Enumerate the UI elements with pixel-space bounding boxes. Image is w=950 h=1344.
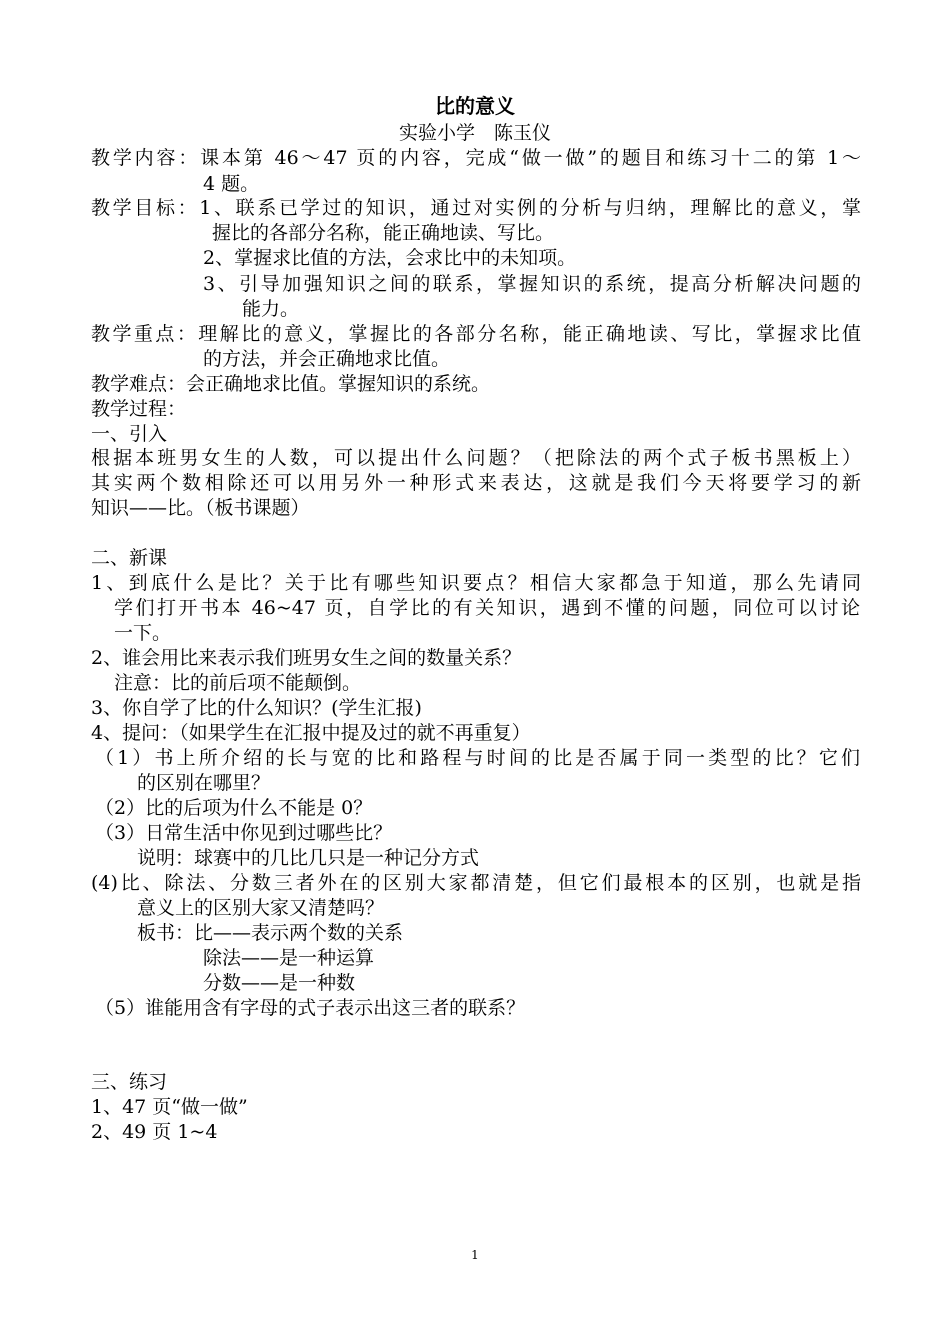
text-line: 教学内容：课本第 46～47 页的内容，完成“做一做”的题目和练习十二的第 1～ — [91, 147, 861, 169]
text-line: 的方法，并会正确地求比值。 — [203, 348, 451, 370]
section-heading: 三、练习 — [91, 1071, 168, 1093]
text-line: 学们打开书本 46~47 页，自学比的有关知识，遇到不懂的问题，同位可以讨论 — [114, 597, 860, 619]
text-line: 分数——是一种数 — [203, 972, 356, 994]
text-line: 握比的各部分名称，能正确地读、写比。 — [212, 222, 555, 244]
text-line: 意义上的区别大家又清楚吗？ — [137, 897, 385, 919]
text-line: 教学目标：1、联系已学过的知识，通过对实例的分析与归纳，理解比的意义，掌 — [91, 197, 861, 219]
text-line: 除法——是一种运算 — [203, 947, 375, 969]
text-line: 4 题。 — [203, 173, 260, 195]
text-line: 教学过程： — [91, 398, 187, 420]
text-line: (4)比、除法、分数三者外在的区别大家都清楚，但它们最根本的区别，也就是指 — [91, 872, 861, 894]
text-line: 板书：比——表示两个数的关系 — [137, 922, 404, 944]
text-line: （1）书上所介绍的长与宽的比和路程与时间的比是否属于同一类型的比？它们 — [95, 747, 860, 769]
text-line: 4、提问：（如果学生在汇报中提及过的就不再重复） — [91, 722, 531, 744]
section-heading: 一、引入 — [91, 423, 168, 445]
text-line: （2）比的后项为什么不能是 0？ — [95, 797, 373, 819]
text-line: 1、到底什么是比？关于比有哪些知识要点？相信大家都急于知道，那么先请同 — [91, 572, 861, 594]
text-line: 2、谁会用比来表示我们班男女生之间的数量关系？ — [91, 647, 522, 669]
text-line: 说明：球赛中的几比几只是一种记分方式 — [137, 847, 480, 869]
text-line: 2、掌握求比值的方法，会求比中的未知项。 — [203, 247, 577, 269]
page-number: 1 — [471, 1248, 479, 1262]
text-line: 能力。 — [242, 298, 300, 320]
text-line: 2、49 页 1~4 — [91, 1121, 218, 1143]
text-line: 根据本班男女生的人数，可以提出什么问题？（把除法的两个式子板书黑板上） — [91, 447, 861, 469]
text-line: 知识——比。（板书课题） — [91, 497, 310, 519]
text-line: 其实两个数相除还可以用另外一种形式来表达，这就是我们今天将要学习的新 — [91, 472, 861, 494]
text-line: 注意：比的前后项不能颠倒。 — [114, 672, 362, 694]
text-line: 3、引导加强知识之间的联系，掌握知识的系统，提高分析解决问题的 — [203, 273, 861, 295]
document-title: 比的意义 — [435, 94, 515, 118]
text-line: 一下。 — [114, 622, 172, 644]
text-line: （3）日常生活中你见到过哪些比？ — [95, 822, 393, 844]
document-author: 实验小学 陈玉仪 — [398, 122, 551, 144]
text-line: （5）谁能用含有字母的式子表示出这三者的联系？ — [95, 997, 526, 1019]
text-line: 教学难点：会正确地求比值。掌握知识的系统。 — [91, 373, 491, 395]
text-line: 的区别在哪里？ — [137, 772, 271, 794]
text-line: 1、47 页“做一做” — [91, 1096, 248, 1118]
section-heading: 二、新课 — [91, 547, 168, 569]
text-line: 教学重点：理解比的意义，掌握比的各部分名称，能正确地读、写比，掌握求比值 — [91, 323, 861, 345]
text-line: 3、你自学了比的什么知识？(学生汇报) — [91, 697, 422, 719]
